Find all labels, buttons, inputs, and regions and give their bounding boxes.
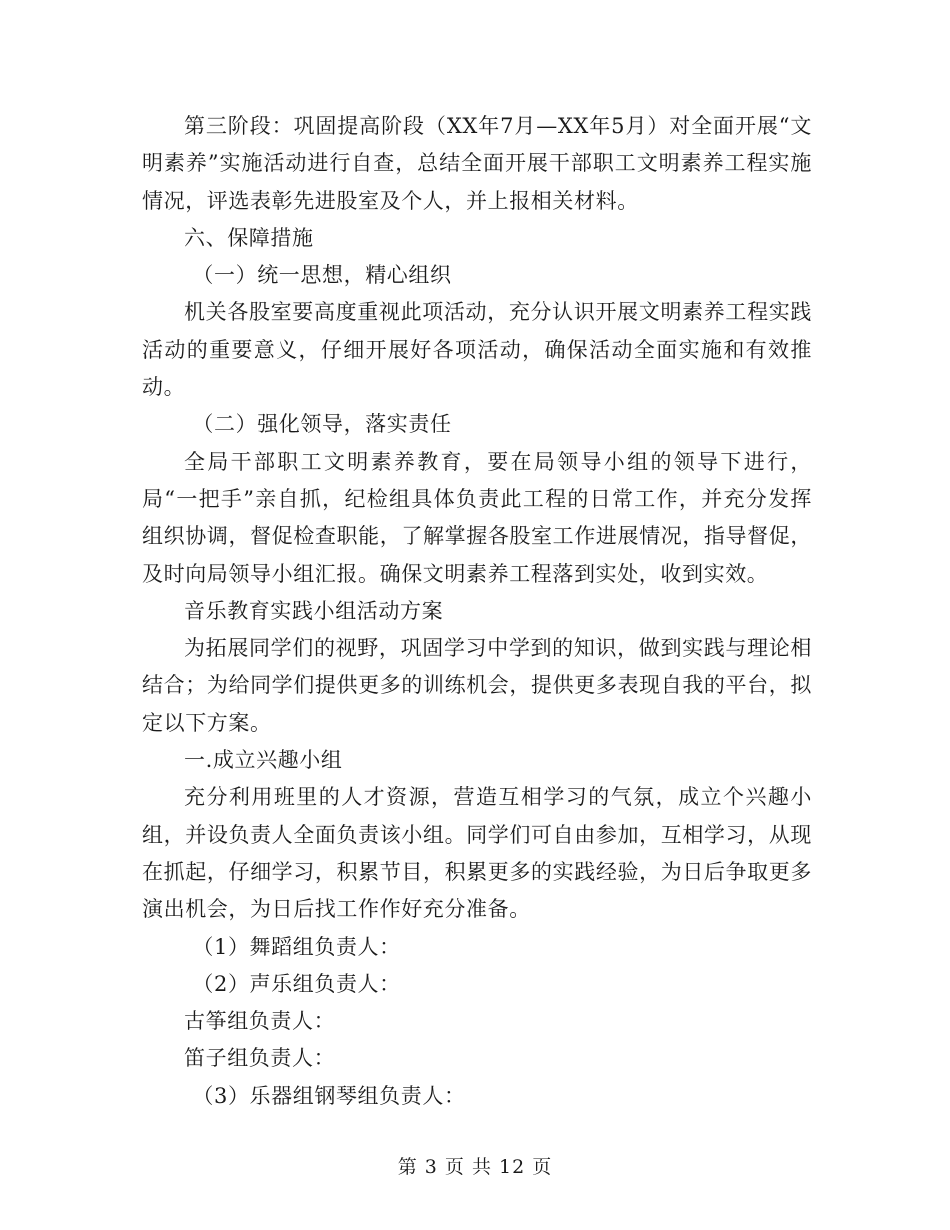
list-item-guzheng-group: 古筝组负责人： xyxy=(184,1009,336,1034)
paragraph-interest-groups: 充分利用班里的人才资源，营造互相学习的气氛，成立个兴趣小组，并设负责人全面负责该小组。同学们可自由参加，互相学习，从现在抓起，仔细学习，积累节目，积累更多的实践经验，为日后争取更多演出机会，为日后找工作作好充分准备。 xyxy=(142,785,812,922)
paragraph-departments: 机关各股室要高度重视此项活动，充分认识开展文明素养工程实践活动的重要意义，仔细开展好各项活动，确保活动全面实施和有效推动。 xyxy=(142,300,812,400)
heading-music-plan: 音乐教育实践小组活动方案 xyxy=(184,598,444,623)
subheading-strengthen-leadership: （二）强化领导，落实责任 xyxy=(192,412,452,437)
page-number-label: 第 3 页 共 12 页 xyxy=(397,1156,553,1178)
section-heading-safeguards: 六、保障措施 xyxy=(184,225,314,250)
paragraph-stage-three: 第三阶段：巩固提高阶段（XX年7月—XX年5月）对全面开展“文明素养”实施活动进行自查，总结全面开展干部职工文明素养工程实施情况，评选表彰先进股室及个人，并上报相关材料。 xyxy=(142,114,812,213)
list-item-instrument-group: （3）乐器组钢琴组负责人： xyxy=(192,1083,466,1108)
list-item-vocal-group: （2）声乐组负责人： xyxy=(192,971,401,996)
paragraph-leadership-education: 全局干部职工文明素养教育，要在局领导小组的领导下进行，局“一把手”亲自抓，纪检组具体负责此工程的日常工作，并充分发挥组织协调，督促检查职能，了解掌握各股室工作进展情况，指导督促，及时向局领导小组汇报。确保文明素养工程落到实处，收到实效。 xyxy=(142,449,812,586)
paragraph-plan-purpose: 为拓展同学们的视野，巩固学习中学到的知识，做到实践与理论相结合；为给同学们提供更多的训练机会，提供更多表现自我的平台，拟定以下方案。 xyxy=(142,636,812,735)
list-item-dance-group: （1）舞蹈组负责人： xyxy=(192,934,401,959)
subheading-unify-thought: （一）统一思想，精心组织 xyxy=(192,263,452,288)
heading-interest-groups: 一.成立兴趣小组 xyxy=(184,748,343,773)
page-footer xyxy=(0,1152,950,1179)
document-body xyxy=(142,108,812,1115)
list-item-flute-group: 笛子组负责人： xyxy=(184,1046,336,1071)
